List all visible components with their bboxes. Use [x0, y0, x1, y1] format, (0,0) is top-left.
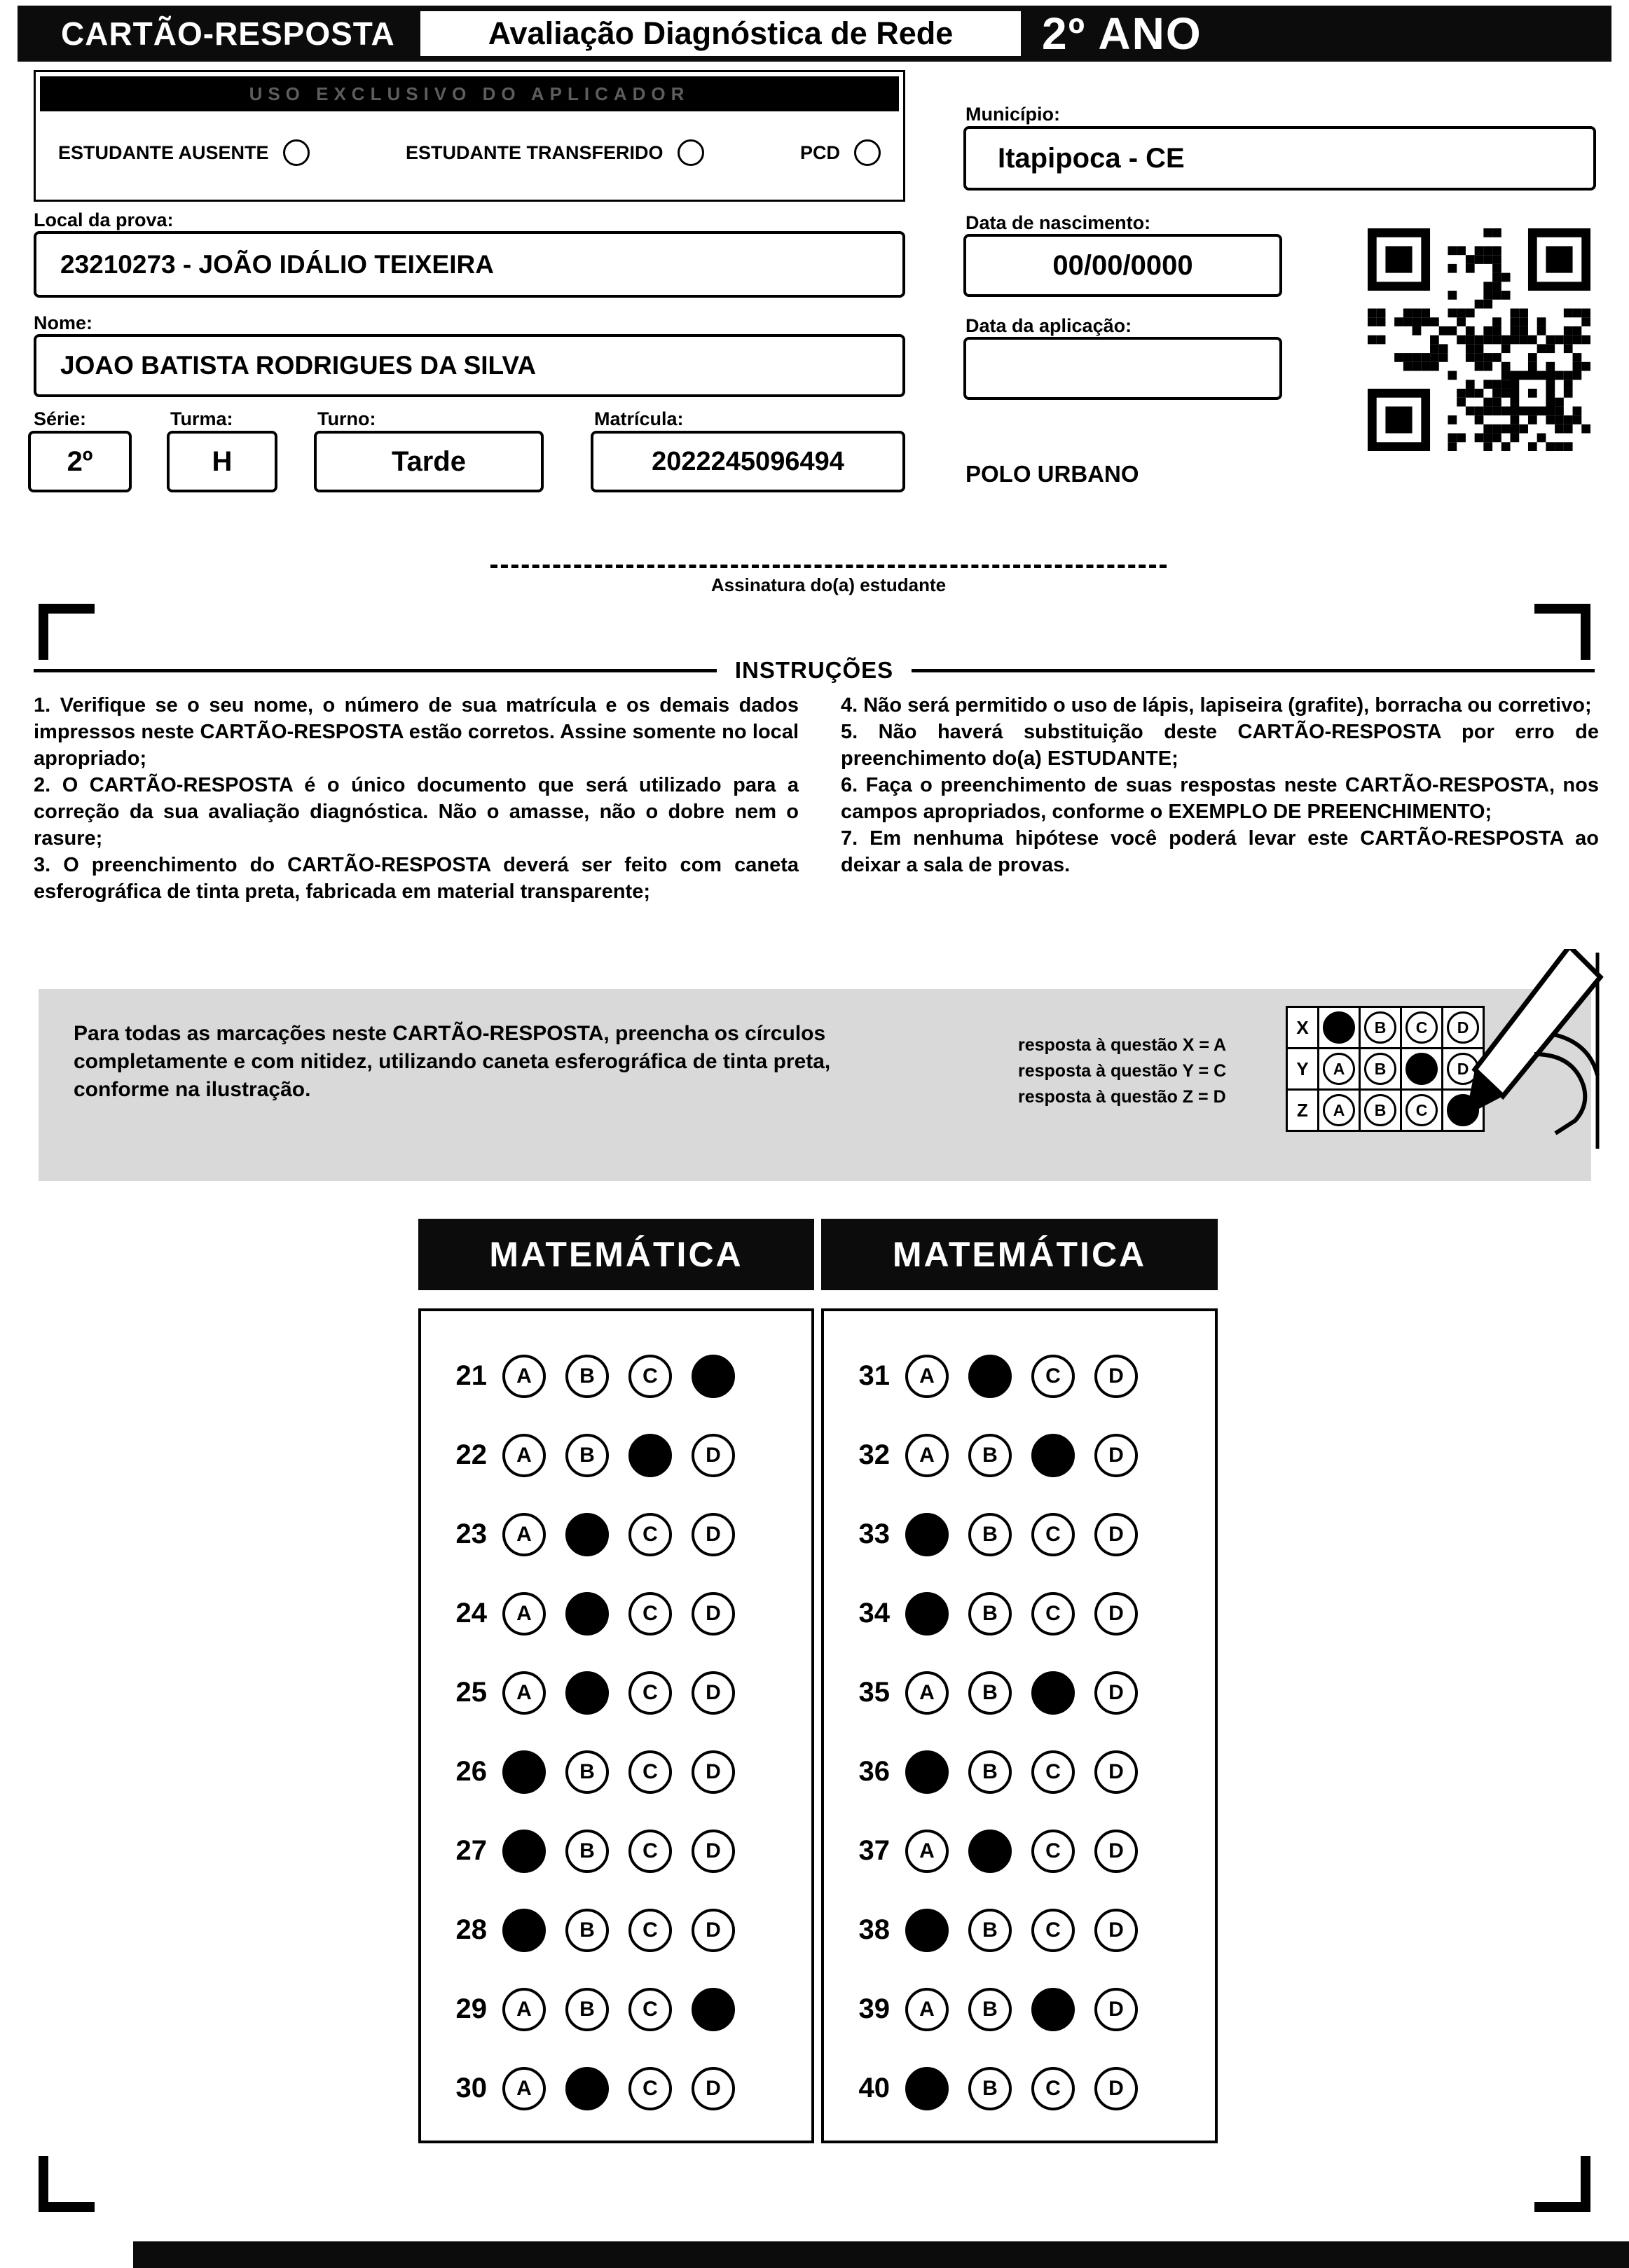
question-number: 24 [455, 1598, 487, 1629]
question-number: 26 [455, 1756, 487, 1787]
pcd-checkbox-circle[interactable] [854, 139, 881, 166]
bubble-q23-a[interactable]: A [502, 1513, 546, 1556]
aplicacao-value-box[interactable] [963, 337, 1282, 400]
turma-value-box: H [167, 431, 277, 492]
bubble-q33-c[interactable]: C [1031, 1513, 1075, 1556]
ausente-checkbox-circle[interactable] [283, 139, 310, 166]
hand-pen-illustration [1436, 949, 1604, 1152]
rule-right [912, 669, 1595, 672]
question-number: 31 [858, 1360, 890, 1391]
example-cell [1359, 1047, 1402, 1091]
bubble-q22-d[interactable]: D [692, 1434, 735, 1477]
bubble-q31-d[interactable]: D [1094, 1355, 1138, 1398]
applicator-checkboxes [40, 139, 899, 166]
example-bubble-y-c [1405, 1053, 1438, 1085]
signature-label: Assinatura do(a) estudante [710, 574, 947, 595]
matricula-label: Matrícula: [594, 408, 684, 429]
bubble-q28-d[interactable]: D [692, 1909, 735, 1952]
bubble-q36-b[interactable]: B [968, 1750, 1012, 1794]
bubble-q38-a[interactable] [905, 1909, 949, 1952]
example-cell [1359, 1006, 1402, 1049]
municipio-label: Município: [965, 104, 1060, 125]
instructions-title: INSTRUÇÕES [734, 657, 894, 683]
bubble-q32-a[interactable]: A [905, 1434, 949, 1477]
answer-row [421, 1416, 811, 1495]
nome-value-box: JOAO BATISTA RODRIGUES DA SILVA [34, 334, 905, 397]
serie-label: Série: [34, 408, 87, 429]
bubble-q26-b[interactable]: B [565, 1750, 609, 1794]
bubble-q31-a[interactable]: A [905, 1355, 949, 1398]
bubble-q30-a[interactable]: A [502, 2067, 546, 2110]
example-instruction-text: Para todas as marcações neste CARTÃO-RESPOSTA, preencha os círculos completamente e com nitidez, utilizando caneta esferográfica de tinta preta, conforme na ilustração. [74, 1022, 831, 1101]
grade-label: 2º ANO [1042, 8, 1202, 59]
bubble-q21-d[interactable] [692, 1355, 735, 1398]
checkbox-label-pcd: PCD [799, 141, 840, 163]
bubble-q28-b[interactable]: B [565, 1909, 609, 1952]
example-cell [1317, 1088, 1361, 1132]
question-number: 33 [858, 1519, 890, 1549]
bubble-q32-c[interactable] [1031, 1434, 1075, 1477]
answer-block-left [418, 1308, 814, 2143]
local-value-box: 23210273 - JOÃO IDÁLIO TEIXEIRA [34, 231, 905, 298]
answer-row [421, 1653, 811, 1732]
subject-header-right: MATEMÁTICA [821, 1219, 1218, 1290]
header-bar [18, 6, 1611, 62]
question-number: 38 [858, 1914, 890, 1945]
answer-row [824, 1653, 1215, 1732]
bubble-q37-d[interactable]: D [1094, 1830, 1138, 1873]
answer-row [824, 1970, 1215, 2049]
bubble-q26-a[interactable] [502, 1750, 546, 1794]
example-section [39, 989, 1591, 1181]
question-number: 23 [455, 1519, 487, 1549]
bubble-q30-b[interactable] [565, 2067, 609, 2110]
bubble-q38-b[interactable]: B [968, 1909, 1012, 1952]
instructions-column-right [841, 692, 1599, 878]
answer-row [824, 1416, 1215, 1495]
nascimento-label: Data de nascimento: [965, 212, 1151, 233]
question-number: 39 [858, 1993, 890, 2024]
answer-row [824, 2049, 1215, 2128]
example-legend-line: resposta à questão X = A [1018, 1035, 1227, 1055]
turno-label: Turno: [317, 408, 376, 429]
bubble-q29-b[interactable]: B [565, 1988, 609, 2031]
checkbox-estudante-transferido [406, 139, 704, 166]
municipio-value-box: Itapipoca - CE [963, 126, 1596, 191]
answer-row [421, 2049, 811, 2128]
checkbox-estudante-ausente [58, 139, 310, 166]
example-bubble-z-c: C [1405, 1094, 1438, 1126]
example-row-label: Y [1286, 1047, 1319, 1091]
bubble-q30-c[interactable]: C [628, 2067, 672, 2110]
rule-left [34, 669, 717, 672]
answer-row [824, 1811, 1215, 1890]
bubble-q40-a[interactable] [905, 2067, 949, 2110]
example-legend [1018, 1032, 1226, 1110]
example-legend-line: resposta à questão Y = C [1018, 1061, 1227, 1081]
subject-header-left: MATEMÁTICA [418, 1219, 814, 1290]
instructions-header [34, 657, 1595, 684]
answer-row [824, 1732, 1215, 1811]
bubble-q24-b[interactable] [565, 1592, 609, 1636]
bubble-q21-a[interactable]: A [502, 1355, 546, 1398]
instruction-item: 2. O CARTÃO-RESPOSTA é o único documento que será utilizado para a correção da sua avaliação diagnóstica. Não o amasse, não o dobre nem o rasure; [34, 774, 799, 850]
instruction-item: 7. Em nenhuma hipótese você poderá levar este CARTÃO-RESPOSTA ao deixar a sala de provas. [841, 827, 1599, 876]
bubble-q34-d[interactable]: D [1094, 1592, 1138, 1636]
bubble-q32-b[interactable]: B [968, 1434, 1012, 1477]
example-legend-line: resposta à questão Z = D [1018, 1087, 1226, 1107]
bubble-q23-c[interactable]: C [628, 1513, 672, 1556]
applicator-section [34, 70, 905, 202]
bubble-q27-b[interactable]: B [565, 1830, 609, 1873]
instruction-item: 1. Verifique se o seu nome, o número de sua matrícula e os demais dados impressos neste CARTÃO-RESPOSTA estão corretos. Assine somente no local apropriado; [34, 694, 799, 770]
example-bubble-z-a: A [1323, 1094, 1355, 1126]
bubble-q23-d[interactable]: D [692, 1513, 735, 1556]
bubble-q39-b[interactable]: B [968, 1988, 1012, 2031]
bubble-q25-d[interactable]: D [692, 1671, 735, 1715]
bubble-q37-c[interactable]: C [1031, 1830, 1075, 1873]
matricula-value-box: 2022245096494 [591, 431, 905, 492]
example-row-label: X [1286, 1006, 1319, 1049]
bubble-q24-d[interactable]: D [692, 1592, 735, 1636]
bubble-q33-a[interactable] [905, 1513, 949, 1556]
bubble-q23-b[interactable] [565, 1513, 609, 1556]
turno-value-box: Tarde [314, 431, 544, 492]
question-number: 29 [455, 1993, 487, 2024]
bubble-q28-a[interactable] [502, 1909, 546, 1952]
checkbox-label-ausente: ESTUDANTE AUSENTE [58, 141, 269, 163]
answer-row [421, 1732, 811, 1811]
bubble-q22-b[interactable]: B [565, 1434, 609, 1477]
question-number: 32 [858, 1439, 890, 1470]
bubble-q24-c[interactable]: C [628, 1592, 672, 1636]
registration-mark-top-right [1534, 604, 1590, 660]
bubble-q22-c[interactable] [628, 1434, 672, 1477]
example-cell [1359, 1088, 1402, 1132]
polo-label: POLO URBANO [965, 461, 1139, 487]
answer-row [421, 1574, 811, 1653]
example-bubble-x-a [1323, 1011, 1355, 1044]
answer-row [421, 1495, 811, 1574]
registration-mark-top-left [39, 604, 95, 660]
question-number: 21 [455, 1360, 487, 1391]
registration-mark-bottom-left [39, 2156, 95, 2212]
question-number: 37 [858, 1835, 890, 1866]
turma-label: Turma: [170, 408, 233, 429]
bubble-q33-b[interactable]: B [968, 1513, 1012, 1556]
nome-label: Nome: [34, 312, 93, 333]
bubble-q25-c[interactable]: C [628, 1671, 672, 1715]
bubble-q39-d[interactable]: D [1094, 1988, 1138, 2031]
checkbox-label-transferido: ESTUDANTE TRANSFERIDO [406, 141, 664, 163]
applicator-bar-label: USO EXCLUSIVO DO APLICADOR [40, 76, 899, 111]
qr-code [1368, 228, 1590, 451]
checkbox-pcd [800, 139, 881, 166]
question-number: 40 [858, 2073, 890, 2103]
example-bubble-y-a: A [1323, 1053, 1355, 1085]
bubble-q29-a[interactable]: A [502, 1988, 546, 2031]
bubble-q40-b[interactable]: B [968, 2067, 1012, 2110]
assessment-title: Avaliação Diagnóstica de Rede [420, 11, 1021, 56]
answer-row [824, 1574, 1215, 1653]
sheet-title: CARTÃO-RESPOSTA [61, 15, 395, 52]
instruction-item: 4. Não será permitido o uso de lápis, lapiseira (grafite), borracha ou corretivo; [841, 694, 1592, 717]
question-number: 22 [455, 1439, 487, 1470]
example-row-label: Z [1286, 1088, 1319, 1132]
question-number: 30 [455, 2073, 487, 2103]
bubble-q35-a[interactable]: A [905, 1671, 949, 1715]
bubble-q38-c[interactable]: C [1031, 1909, 1075, 1952]
bubble-q26-d[interactable]: D [692, 1750, 735, 1794]
bubble-q27-a[interactable] [502, 1830, 546, 1873]
bubble-q34-c[interactable]: C [1031, 1592, 1075, 1636]
bubble-q33-d[interactable]: D [1094, 1513, 1138, 1556]
question-number: 27 [455, 1835, 487, 1866]
bubble-q27-c[interactable]: C [628, 1830, 672, 1873]
answer-block-right [821, 1308, 1218, 2143]
question-number: 25 [455, 1677, 487, 1708]
bubble-q37-a[interactable]: A [905, 1830, 949, 1873]
bubble-q40-d[interactable]: D [1094, 2067, 1138, 2110]
example-bubble-y-b: B [1364, 1053, 1396, 1085]
bubble-q35-c[interactable] [1031, 1671, 1075, 1715]
bubble-q31-c[interactable]: C [1031, 1355, 1075, 1398]
question-number: 36 [858, 1756, 890, 1787]
bubble-q29-d[interactable] [692, 1988, 735, 2031]
bubble-q34-a[interactable] [905, 1592, 949, 1636]
bubble-q31-b[interactable] [968, 1355, 1012, 1398]
bottom-registration-bar [133, 2241, 1629, 2268]
example-bubble-y-d: D [1447, 1053, 1479, 1085]
answer-row [824, 1890, 1215, 1970]
example-cell [1317, 1047, 1361, 1091]
bubble-q39-a[interactable]: A [905, 1988, 949, 2031]
example-bubble-x-b: B [1364, 1011, 1396, 1044]
answer-row [421, 1811, 811, 1890]
answer-row [824, 1495, 1215, 1574]
bubble-q35-b[interactable]: B [968, 1671, 1012, 1715]
registration-mark-bottom-right [1534, 2156, 1590, 2212]
example-bubble-x-c: C [1405, 1011, 1438, 1044]
bubble-q38-d[interactable]: D [1094, 1909, 1138, 1952]
bubble-q37-b[interactable] [968, 1830, 1012, 1873]
transferido-checkbox-circle[interactable] [678, 139, 704, 166]
bubble-q21-b[interactable]: B [565, 1355, 609, 1398]
bubble-q26-c[interactable]: C [628, 1750, 672, 1794]
bubble-q35-d[interactable]: D [1094, 1671, 1138, 1715]
question-number: 34 [858, 1598, 890, 1629]
signature-line[interactable] [490, 565, 1167, 568]
instruction-item: 5. Não haverá substituição deste CARTÃO-RESPOSTA por erro de preenchimento do(a) ESTUDANTE; [841, 721, 1599, 770]
bubble-q29-c[interactable]: C [628, 1988, 672, 2031]
bubble-q36-d[interactable]: D [1094, 1750, 1138, 1794]
bubble-q21-c[interactable]: C [628, 1355, 672, 1398]
answer-row [421, 1890, 811, 1970]
bubble-q25-a[interactable]: A [502, 1671, 546, 1715]
example-bubble-z-b: B [1364, 1094, 1396, 1126]
answer-row [421, 1336, 811, 1416]
question-number: 28 [455, 1914, 487, 1945]
bubble-q25-b[interactable] [565, 1671, 609, 1715]
bubble-q22-a[interactable]: A [502, 1434, 546, 1477]
serie-value-box: 2º [28, 431, 132, 492]
example-bubble-x-d: D [1447, 1011, 1479, 1044]
aplicacao-label: Data da aplicação: [965, 315, 1132, 336]
bubble-q28-c[interactable]: C [628, 1909, 672, 1952]
bubble-q40-c[interactable]: C [1031, 2067, 1075, 2110]
bubble-q27-d[interactable]: D [692, 1830, 735, 1873]
example-cell [1317, 1006, 1361, 1049]
answer-row [824, 1336, 1215, 1416]
instruction-item: 3. O preenchimento do CARTÃO-RESPOSTA deverá ser feito com caneta esferográfica de tinta preta, fabricada em material transparente; [34, 854, 799, 903]
bubble-q36-c[interactable]: C [1031, 1750, 1075, 1794]
instruction-item: 6. Faça o preenchimento de suas respostas neste CARTÃO-RESPOSTA, nos campos apropriados, conforme o EXEMPLO DE PREENCHIMENTO; [841, 774, 1599, 823]
bubble-q30-d[interactable]: D [692, 2067, 735, 2110]
bubble-q32-d[interactable]: D [1094, 1434, 1138, 1477]
bubble-q36-a[interactable] [905, 1750, 949, 1794]
bubble-q39-c[interactable] [1031, 1988, 1075, 2031]
bubble-q34-b[interactable]: B [968, 1592, 1012, 1636]
local-label: Local da prova: [34, 209, 174, 230]
nascimento-value-box: 00/00/0000 [963, 234, 1282, 297]
bubble-q24-a[interactable]: A [502, 1592, 546, 1636]
instructions-column-left [34, 692, 799, 905]
answer-row [421, 1970, 811, 2049]
question-number: 35 [858, 1677, 890, 1708]
